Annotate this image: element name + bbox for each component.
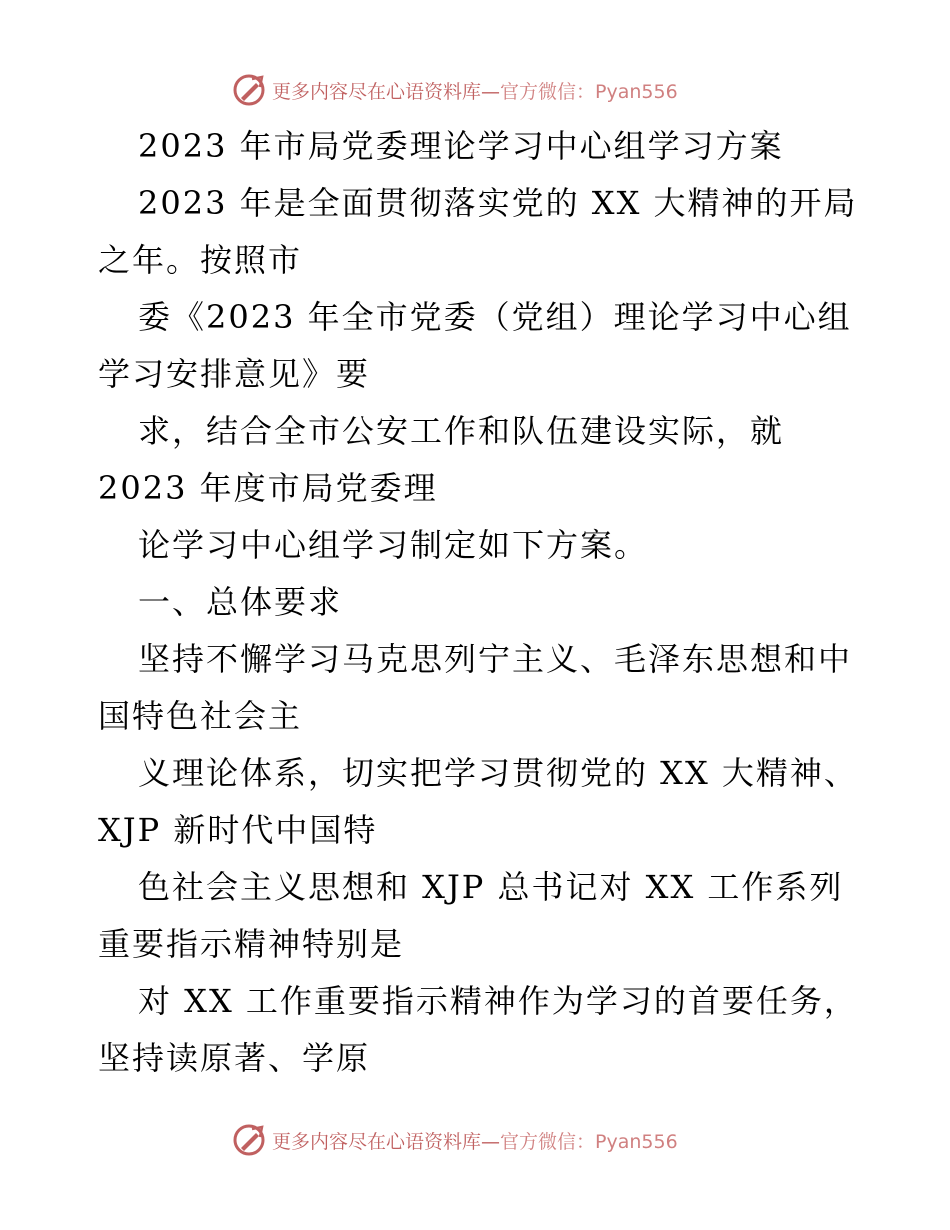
document-line: 委《2023 年全市党委（党组）理论学习中心组 [138,298,852,336]
watermark-main-text: 更多内容尽在心语资料库 [272,1130,482,1153]
document-line: 一、总体要求 [138,583,343,621]
document-line: 2023 年市局党委理论学习中心组学习方案 [138,127,784,165]
watermark-banner-top [232,70,678,110]
watermark-banner-bottom [232,1120,678,1160]
pen-logo-icon [232,73,266,107]
document-line: 学习安排意见》要 [98,355,371,393]
document-line: 对 XX 工作重要指示精神作为学习的首要任务， [138,982,858,1020]
document-line: 之年。按照市 [98,241,303,279]
watermark-dash: — [481,1130,501,1153]
document-line: 坚持读原著、学原 [98,1039,371,1077]
document-line: 义理论体系，切实把学习贯彻党的 XX 大精神、 [138,754,858,792]
document-line: 国特色社会主 [98,697,303,735]
watermark-main-text: 更多内容尽在心语资料库 [272,80,482,103]
document-line: 2023 年度市局党委理 [98,469,438,507]
document-line: XJP 新时代中国特 [98,811,378,849]
document-line: 坚持不懈学习马克思列宁主义、毛泽东思想和中 [138,640,853,678]
document-line: 色社会主义思想和 XJP 总书记对 XX 工作系列 [138,868,844,906]
document-line: 求，结合全市公安工作和队伍建设实际，就 [138,412,785,450]
document-body [98,118,858,1087]
watermark-contact-text: 官方微信：Pyan556 [500,1130,678,1153]
document-line: 论学习中心组学习制定如下方案。 [138,526,649,564]
watermark-contact-text: 官方微信：Pyan556 [500,80,678,103]
document-line: 重要指示精神特别是 [98,925,405,963]
document-line: 2023 年是全面贯彻落实党的 XX 大精神的开局 [138,184,858,222]
watermark-dash: — [481,80,501,103]
pen-logo-icon [232,1123,266,1157]
